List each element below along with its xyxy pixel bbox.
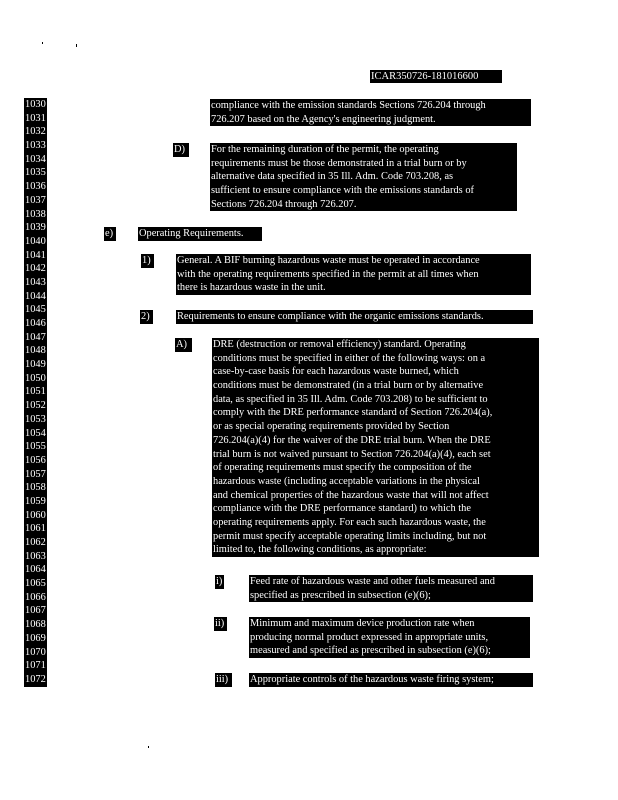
line-number: 1038 (25, 208, 46, 220)
text-line: conditions must be demonstrated (in a trial burn or by alternative (213, 380, 484, 392)
text-line: requirements must be those demonstrated in a trial burn or by (211, 157, 467, 169)
text-line: data, as specified in 35 Ill. Adm. Code 703.208) to be sufficient to (213, 393, 488, 405)
line-number: 1068 (25, 619, 46, 631)
line-number: 1036 (25, 181, 46, 193)
text-line: operating requirements apply. For each such hazardous waste, the (213, 516, 486, 528)
line-number: 1063 (25, 550, 46, 562)
text-line: DRE (destruction or removal efficiency) standard. Operating (213, 339, 466, 350)
line-number: 1070 (25, 646, 46, 658)
text-line: case-by-case basis for each hazardous waste burned, which (213, 366, 459, 378)
line-number: 1040 (25, 235, 46, 247)
line-number: 1044 (25, 290, 46, 302)
line-number: 1065 (25, 578, 46, 590)
item-label-iii: iii) (215, 673, 232, 687)
line-number: 1053 (25, 413, 46, 425)
line-number: 1059 (25, 495, 46, 507)
line-number: 1049 (25, 359, 46, 371)
line-number: 1051 (25, 386, 46, 398)
text-line: measured and specified as prescribed in subsection (e)(6); (250, 645, 491, 657)
paragraph-ii (249, 617, 530, 658)
paragraph-i (249, 575, 533, 602)
text-line: there is hazardous waste in the unit. (177, 282, 326, 294)
line-number: 1039 (25, 222, 46, 234)
line-number: 1057 (25, 468, 46, 480)
line-number: 1069 (25, 632, 46, 644)
text-line: with the operating requirements specified in the permit at all times when (177, 268, 479, 280)
item-label-i: i) (216, 576, 223, 587)
line-number: 1055 (25, 441, 46, 453)
text-line: of operating requirements must specify the composition of the (213, 462, 472, 474)
line-number: 1066 (25, 591, 46, 603)
line-number: 1035 (25, 167, 46, 179)
scan-speck (76, 44, 77, 47)
scan-speck (148, 746, 149, 748)
text-line: limited to, the following conditions, as appropriate: (213, 544, 427, 556)
scan-speck (42, 42, 43, 44)
subsection-heading: Requirements to ensure compliance with the organic emissions standards. (176, 310, 533, 324)
text-line: Minimum and maximum device production rate when (250, 618, 475, 629)
text-line: conditions must be specified in either of the following ways: on a (213, 352, 486, 364)
line-number: 1064 (25, 564, 46, 576)
text-line: permit must specify acceptable operating limits including, but not (213, 530, 487, 542)
line-number: 1061 (25, 523, 46, 535)
text-line: 726.207 based on the Agency's engineering judgment. (211, 113, 436, 125)
paragraph-D (210, 143, 517, 211)
line-number: 1062 (25, 537, 46, 548)
item-label-D: D) (173, 143, 189, 157)
continuation-paragraph (210, 99, 531, 126)
text-line: Sections 726.204 through 726.207. (211, 198, 357, 210)
line-number: 1034 (25, 153, 46, 165)
line-number: 1030 (25, 99, 46, 110)
text-line: Feed rate of hazardous waste and other fuels measured and (250, 576, 495, 587)
text-line: producing normal product expressed in appropriate units, (250, 631, 489, 643)
text-line: trial burn is not waived pursuant to Section 726.204(a)(4), each set (213, 448, 491, 460)
line-number: 1048 (25, 345, 46, 357)
line-number-column (24, 98, 47, 687)
line-number: 1072 (25, 673, 46, 685)
paragraph-iii: Appropriate controls of the hazardous waste firing system; (249, 673, 533, 687)
text-line: hazardous waste (including acceptable variations in the physical (213, 475, 480, 487)
line-number: 1071 (25, 660, 46, 672)
text-line: compliance with the emission standards Sections 726.204 through (211, 100, 486, 111)
item-label-2: 2) (140, 310, 153, 324)
paragraph-1 (176, 254, 531, 295)
text-line: comply with the DRE performance standard of Section 726.204(a), (213, 407, 493, 419)
item-label-ii: ii) (214, 617, 227, 631)
item-label-e: e) (104, 227, 116, 241)
line-number: 1045 (25, 304, 46, 316)
text-line: For the remaining duration of the permit, the operating (211, 144, 439, 155)
line-number: 1060 (25, 509, 46, 521)
line-number: 1043 (25, 276, 46, 288)
line-number: 1046 (25, 318, 46, 329)
text-line: alternative data specified in 35 Ill. Adm. Code 703.208, as (211, 171, 454, 183)
line-number: 1067 (25, 605, 46, 617)
text-line: or as special operating requirements provided by Section (213, 421, 450, 433)
text-line: sufficient to ensure compliance with the emissions standards of (211, 185, 474, 197)
line-number: 1050 (25, 372, 46, 384)
line-number: 1047 (25, 331, 46, 343)
line-number: 1041 (25, 249, 46, 261)
item-label-1: 1) (141, 254, 154, 268)
line-number: 1031 (25, 112, 46, 124)
text-line: General. A BIF burning hazardous waste must be operated in accordance (177, 255, 480, 266)
line-number: 1037 (25, 194, 46, 206)
line-number: 1058 (25, 482, 46, 494)
line-number: 1032 (25, 126, 46, 138)
line-number: 1052 (25, 400, 46, 412)
line-number: 1056 (25, 454, 46, 466)
text-line: 726.204(a)(4) for the waiver of the DRE trial burn. When the DRE (213, 434, 491, 446)
text-line: and chemical properties of the hazardous waste that will not affect (213, 489, 489, 501)
document-id: ICAR350726-181016600 (370, 70, 502, 83)
section-heading: Operating Requirements. (138, 227, 262, 241)
paragraph-A (212, 338, 539, 557)
line-number: 1054 (25, 427, 46, 439)
line-number: 1042 (25, 263, 46, 275)
item-label-A: A) (175, 338, 192, 352)
text-line: compliance with the DRE performance standard) to which the (213, 503, 471, 515)
line-number: 1033 (25, 140, 46, 152)
text-line: specified as prescribed in subsection (e)(6); (250, 589, 431, 601)
